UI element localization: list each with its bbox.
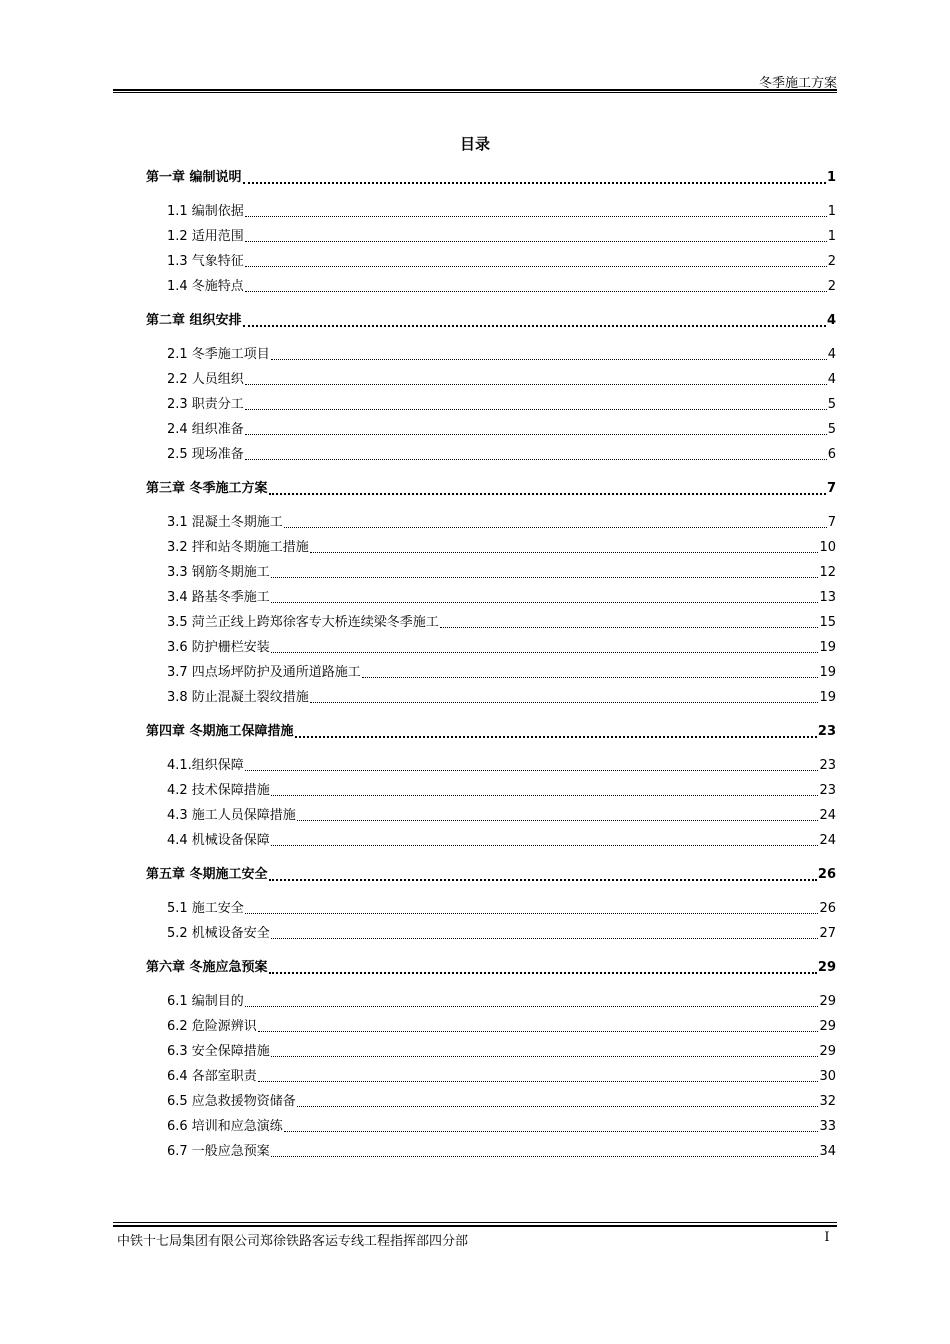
toc-section-entry[interactable] — [167, 806, 836, 826]
toc-section-entry[interactable] — [167, 395, 836, 415]
toc-leader-dots — [310, 688, 819, 703]
toc-section-entry[interactable] — [167, 924, 836, 944]
toc-entry-label: 6.4 各部室职责 — [167, 1069, 257, 1084]
toc-leader-dots — [245, 252, 827, 267]
toc-entry-page: 1 — [827, 204, 836, 219]
toc-entry-label: 1.1 编制依据 — [167, 204, 244, 219]
toc-section-entry[interactable] — [167, 538, 836, 558]
toc-entry-label: 第一章 编制说明 — [146, 170, 242, 185]
toc-entry-page: 7 — [827, 515, 836, 530]
toc-section-entry[interactable] — [167, 345, 836, 365]
toc-entry-page: 2 — [827, 254, 836, 269]
toc-entry-page: 6 — [827, 447, 836, 462]
toc-entry-label: 6.7 一般应急预案 — [167, 1144, 270, 1159]
toc-leader-dots — [245, 756, 819, 771]
toc-leader-dots — [269, 865, 817, 881]
toc-section-entry[interactable] — [167, 899, 836, 919]
toc-entry-page: 24 — [819, 833, 836, 848]
toc-entry-page: 7 — [826, 481, 836, 496]
toc-entry-page: 12 — [819, 565, 836, 580]
toc-entry-label: 3.1 混凝土冬期施工 — [167, 515, 283, 530]
toc-entry-page: 27 — [819, 926, 836, 941]
toc-entry-label: 第五章 冬期施工安全 — [146, 867, 268, 882]
toc-leader-dots — [271, 588, 819, 603]
toc-entry-page: 29 — [819, 1044, 836, 1059]
toc-leader-dots — [271, 638, 819, 653]
toc-leader-dots — [297, 1092, 819, 1107]
toc-leader-dots — [245, 420, 827, 435]
toc-section-entry[interactable] — [167, 688, 836, 708]
toc-chapter-entry[interactable] — [146, 865, 836, 885]
toc-leader-dots — [271, 924, 819, 939]
toc-entry-label: 5.2 机械设备安全 — [167, 926, 270, 941]
toc-leader-dots — [245, 445, 827, 460]
toc-entry-label: 2.3 职责分工 — [167, 397, 244, 412]
toc-leader-dots — [258, 1067, 819, 1082]
toc-leader-dots — [269, 479, 826, 495]
toc-entry-page: 26 — [817, 867, 836, 882]
toc-section-entry[interactable] — [167, 445, 836, 465]
toc-entry-label: 4.1.组织保障 — [167, 758, 244, 773]
toc-leader-dots — [284, 1117, 819, 1132]
toc-leader-dots — [271, 781, 819, 796]
toc-entry-page: 1 — [827, 229, 836, 244]
toc-entry-label: 6.6 培训和应急演练 — [167, 1119, 283, 1134]
toc-section-entry[interactable] — [167, 202, 836, 222]
toc-leader-dots — [271, 563, 819, 578]
toc-entry-page: 23 — [819, 758, 836, 773]
toc-leader-dots — [245, 992, 819, 1007]
header-title: 冬季施工方案 — [758, 76, 837, 91]
toc-entry-page: 26 — [819, 901, 836, 916]
toc-leader-dots — [258, 1017, 819, 1032]
toc-section-entry[interactable] — [167, 1092, 836, 1112]
toc-leader-dots — [243, 311, 826, 327]
footer-divider — [113, 1225, 837, 1227]
toc-section-entry[interactable] — [167, 277, 836, 297]
toc-leader-dots — [245, 395, 827, 410]
toc-entry-page: 23 — [819, 783, 836, 798]
header-divider — [113, 89, 837, 91]
toc-entry-page: 33 — [819, 1119, 836, 1134]
toc-entry-page: 13 — [819, 590, 836, 605]
toc-chapter-entry[interactable] — [146, 958, 836, 978]
toc-entry-label: 3.8 防止混凝土裂纹措施 — [167, 690, 309, 705]
toc-entry-label: 4.4 机械设备保障 — [167, 833, 270, 848]
toc-entry-label: 3.4 路基冬季施工 — [167, 590, 270, 605]
toc-chapter-entry[interactable] — [146, 722, 836, 742]
toc-leader-dots — [295, 722, 817, 738]
toc-entry-page: 4 — [826, 313, 836, 328]
toc-entry-page: 29 — [817, 960, 836, 975]
toc-leader-dots — [284, 513, 827, 528]
footer-divider-thin — [113, 1222, 837, 1223]
toc-section-entry[interactable] — [167, 756, 836, 776]
toc-entry-page: 30 — [819, 1069, 836, 1084]
toc-entry-label: 3.7 四点场坪防护及通所道路施工 — [167, 665, 361, 680]
header-divider-thin — [113, 92, 837, 93]
toc-leader-dots — [271, 1142, 819, 1157]
toc-section-entry[interactable] — [167, 781, 836, 801]
toc-chapter-entry[interactable] — [146, 479, 836, 499]
toc-entry-label: 第四章 冬期施工保障措施 — [146, 724, 294, 739]
toc-leader-dots — [271, 345, 827, 360]
toc-section-entry[interactable] — [167, 1117, 836, 1137]
toc-entry-page: 19 — [819, 690, 836, 705]
toc-section-entry[interactable] — [167, 588, 836, 608]
footer-page-number: I — [824, 1230, 830, 1245]
toc-entry-page: 4 — [827, 372, 836, 387]
toc-entry-page: 2 — [827, 279, 836, 294]
toc-entry-label: 1.2 适用范围 — [167, 229, 244, 244]
toc-entry-label: 3.5 菏兰正线上跨郑徐客专大桥连续梁冬季施工 — [167, 615, 439, 630]
toc-entry-label: 6.5 应急救援物资储备 — [167, 1094, 296, 1109]
toc-section-entry[interactable] — [167, 992, 836, 1012]
toc-section-entry[interactable] — [167, 370, 836, 390]
toc-entry-page: 29 — [819, 994, 836, 1009]
footer-organization: 中铁十七局集团有限公司郑徐铁路客运专线工程指挥部四分部 — [117, 1234, 469, 1249]
toc-entry-page: 34 — [819, 1144, 836, 1159]
toc-entry-page: 10 — [819, 540, 836, 555]
toc-entry-label: 4.2 技术保障措施 — [167, 783, 270, 798]
toc-entry-label: 第二章 组织安排 — [146, 313, 242, 328]
toc-section-entry[interactable] — [167, 563, 836, 583]
toc-section-entry[interactable] — [167, 252, 836, 272]
toc-entry-label: 2.1 冬季施工项目 — [167, 347, 270, 362]
toc-section-entry[interactable] — [167, 513, 836, 533]
toc-entry-label: 2.5 现场准备 — [167, 447, 244, 462]
toc-section-entry[interactable] — [167, 1017, 836, 1037]
toc-section-entry[interactable] — [167, 1042, 836, 1062]
toc-entry-label: 3.3 钢筋冬期施工 — [167, 565, 270, 580]
toc-entry-page: 15 — [819, 615, 836, 630]
toc-leader-dots — [245, 202, 827, 217]
toc-entry-page: 19 — [819, 640, 836, 655]
toc-leader-dots — [310, 538, 819, 553]
toc-entry-page: 29 — [819, 1019, 836, 1034]
toc-leader-dots — [245, 899, 819, 914]
toc-entry-page: 23 — [817, 724, 836, 739]
toc-leader-dots — [271, 831, 819, 846]
toc-entry-page: 5 — [827, 397, 836, 412]
toc-section-entry[interactable] — [167, 227, 836, 247]
toc-title: 目录 — [459, 135, 490, 153]
toc-entry-label: 6.2 危险源辨识 — [167, 1019, 257, 1034]
toc-leader-dots — [269, 958, 817, 974]
toc-entry-page: 24 — [819, 808, 836, 823]
toc-section-entry[interactable] — [167, 1142, 836, 1162]
toc-entry-page: 1 — [826, 170, 836, 185]
toc-section-entry[interactable] — [167, 638, 836, 658]
toc-section-entry[interactable] — [167, 1067, 836, 1087]
toc-section-entry[interactable] — [167, 420, 836, 440]
toc-entry-page: 19 — [819, 665, 836, 680]
toc-leader-dots — [440, 613, 819, 628]
toc-entry-label: 第三章 冬季施工方案 — [146, 481, 268, 496]
toc-entry-label: 第六章 冬施应急预案 — [146, 960, 268, 975]
toc-entry-label: 1.4 冬施特点 — [167, 279, 244, 294]
toc-entry-label: 6.1 编制目的 — [167, 994, 244, 1009]
toc-entry-label: 6.3 安全保障措施 — [167, 1044, 270, 1059]
toc-section-entry[interactable] — [167, 613, 836, 633]
toc-entry-label: 3.2 拌和站冬期施工措施 — [167, 540, 309, 555]
toc-chapter-entry[interactable] — [146, 168, 836, 188]
toc-leader-dots — [362, 663, 819, 678]
toc-leader-dots — [243, 168, 826, 184]
toc-leader-dots — [245, 227, 827, 242]
toc-entry-page: 32 — [819, 1094, 836, 1109]
toc-entry-label: 4.3 施工人员保障措施 — [167, 808, 296, 823]
toc-leader-dots — [297, 806, 819, 821]
toc-section-entry[interactable] — [167, 831, 836, 851]
toc-entry-label: 1.3 气象特征 — [167, 254, 244, 269]
toc-leader-dots — [271, 1042, 819, 1057]
toc-entry-page: 5 — [827, 422, 836, 437]
toc-entry-label: 2.4 组织准备 — [167, 422, 244, 437]
toc-entry-label: 5.1 施工安全 — [167, 901, 244, 916]
toc-leader-dots — [245, 370, 827, 385]
toc-leader-dots — [245, 277, 827, 292]
toc-entry-label: 3.6 防护栅栏安装 — [167, 640, 270, 655]
toc-entry-label: 2.2 人员组织 — [167, 372, 244, 387]
toc-section-entry[interactable] — [167, 663, 836, 683]
toc-entry-page: 4 — [827, 347, 836, 362]
toc-chapter-entry[interactable] — [146, 311, 836, 331]
